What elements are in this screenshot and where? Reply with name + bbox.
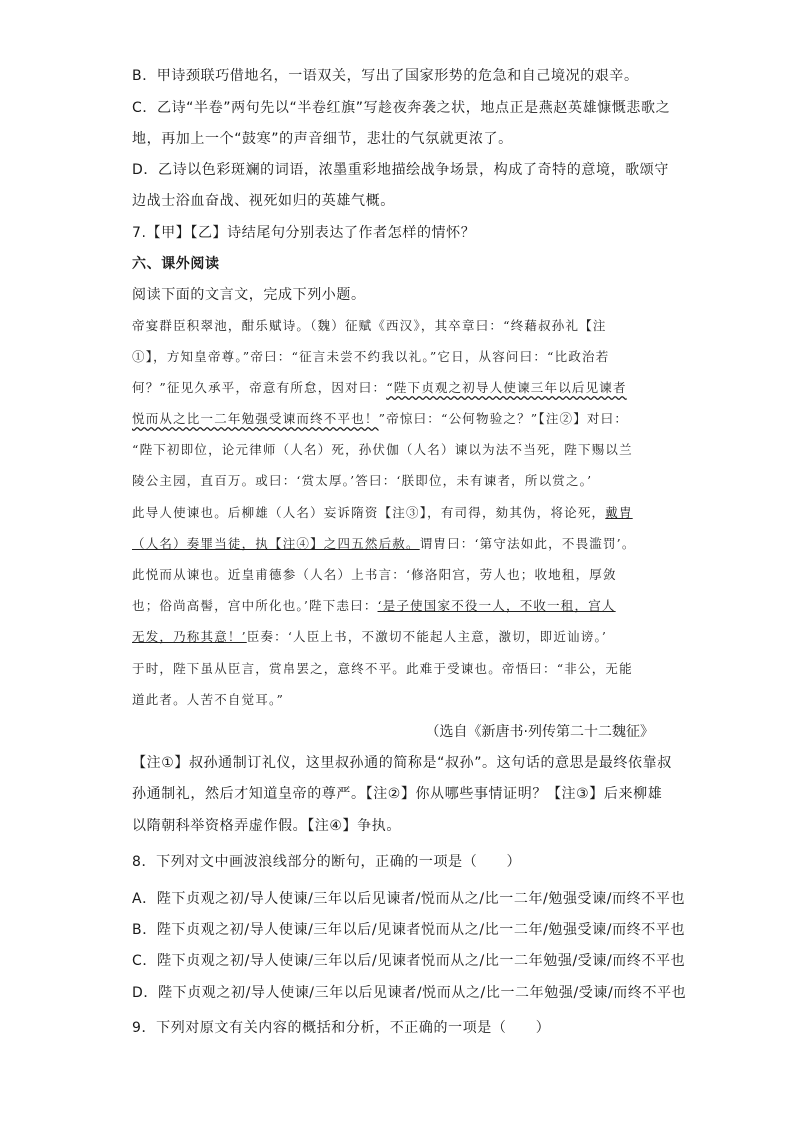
option-c-line-1: C．乙诗“半卷”两句先以“半卷红旗”写趁夜奔袭之状，地点正是燕赵英雄慷慨悲歌之 (132, 100, 671, 116)
wavy-underlined-text: 悦而从之比一二年勉强受谏而终不平也！ (132, 411, 379, 426)
passage-line (132, 628, 677, 646)
question-8-option-c: C．陛下贞观之初/导人使谏/三年以后/见谏者悦而从之/比一二年勉强/受谏/而终不平也 (132, 953, 686, 969)
option-d-line-2: 边战士浴血奋战、视死如归的英雄气概。 (132, 193, 395, 209)
passage-line (132, 504, 677, 522)
section-title: 六、课外阅读 (132, 256, 220, 272)
passage-line: “陛下初即位，论元律师（人名）死，孙伏伽（人名）谏以为法不当死，陛下赐以兰 (132, 442, 633, 457)
question-8-stem: 8．下列对文中画波浪线部分的断句，正确的一项是（ ） (132, 854, 522, 870)
option-b-line: B．甲诗颈联巧借地名，一语双关，写出了国家形势的危急和自己境况的艰辛。 (132, 68, 639, 84)
passage-text: 何？”征见久承平，帝意有所怠，因对曰： (132, 380, 387, 395)
option-c-line-2: 地，再加上一个“鼓寒”的声音细节，悲壮的气氛就更浓了。 (132, 131, 513, 147)
passage-line: 帝宴群臣积翠池，酣乐赋诗。（魏）征赋《西汉》，其卒章曰：“终藉叔孙礼【注 (132, 318, 607, 333)
passage-text: 臣奏：‘人臣上书，不激切不能起人主意，激切，即近讪谤。’ (246, 629, 608, 644)
passage-line: 道此者。人苦不自觉耳。” (132, 692, 285, 707)
passage-line (132, 410, 677, 428)
question-8-option-a: A．陛下贞观之初/导人使谏/三年以后见谏者/悦而从之/比一二年/勉强受谏/而终不平也 (132, 891, 686, 907)
question-9-stem: 9．下列对原文有关内容的概括和分析，不正确的一项是（ ） (132, 1020, 551, 1036)
question-7: 7.【甲】【乙】诗结尾句分别表达了作者怎样的情怀？ (132, 225, 476, 241)
passage-line: 此悦而从谏也。近皇甫德参（人名）上书言：‘修洛阳宫，劳人也；收地租，厚敛 (132, 567, 617, 582)
passage-line (132, 379, 677, 397)
passage-text: 谓胄曰：‘第守法如此，不畏滥罚’。 (419, 536, 636, 551)
passage-line (132, 597, 677, 615)
underlined-text: ‘是子使国家不役一人，不收一租，宫人 (377, 598, 616, 613)
instruction: 阅读下面的文言文，完成下列小题。 (132, 287, 366, 303)
wavy-underlined-text: “陛下贞观之初导人使谏三年以后见谏者 (386, 380, 627, 395)
passage-line: 陵公主园，直百万。或曰：‘赏太厚。’答曰：‘朕即位，未有谏者，所以赏之。’ (132, 473, 593, 488)
underlined-text: 无发，乃称其意！’ (132, 629, 247, 644)
source-citation: （选自《新唐书·列传第二十二魏征》 (425, 724, 654, 740)
question-8-option-d: D．陛下贞观之初/导人使谏/三年以后见谏者/悦而从之/比一二年勉强/受谏/而终不平也 (132, 985, 687, 1001)
option-d-line-1: D．乙诗以色彩斑斓的词语，浓墨重彩地描绘战争场景，构成了奇特的意境，歌颂守 (132, 162, 669, 178)
note-line: 以隋朝科举资格弄虚作假。【注④】争执。 (132, 818, 401, 834)
underlined-text: （人名）奏罪当徒，执【注④】之四五然后赦。 (132, 536, 420, 551)
underlined-text: 戴胄 (605, 505, 633, 520)
passage-text: 此导人使谏也。后柳雄（人名）妄诉隋资【注③】，有司得，劾其伪，将论死， (132, 505, 606, 520)
passage-line: ①】，方知皇帝尊。”帝曰：“征言未尝不约我以礼。”它日，从容问曰：“比政治若 (132, 349, 610, 364)
passage-text: ”帝惊曰：“公何物验之？”【注②】对曰： (378, 411, 629, 426)
note-line: 孙通制礼，然后才知道皇帝的尊严。【注②】你从哪些事情证明？【注③】后来柳雄 (132, 786, 663, 802)
question-8-option-b: B．陛下贞观之初/导人使谏/三年以后/见谏者悦而从之/比一二年/勉强受谏/而终不平也 (132, 922, 686, 938)
note-line: 【注①】叔孙通制订礼仪，这里叔孙通的简称是“叔孙”。这句话的意思是最终依靠叔 (132, 755, 672, 771)
passage-text: 也；俗尚高髻，宫中所化也。’陛下恚曰： (132, 598, 378, 613)
passage-line (132, 535, 677, 553)
passage-line: 于时，陛下虽从臣言，赏帛罢之，意终不平。此难于受谏也。帝悟曰：“非公，无能 (132, 661, 633, 676)
